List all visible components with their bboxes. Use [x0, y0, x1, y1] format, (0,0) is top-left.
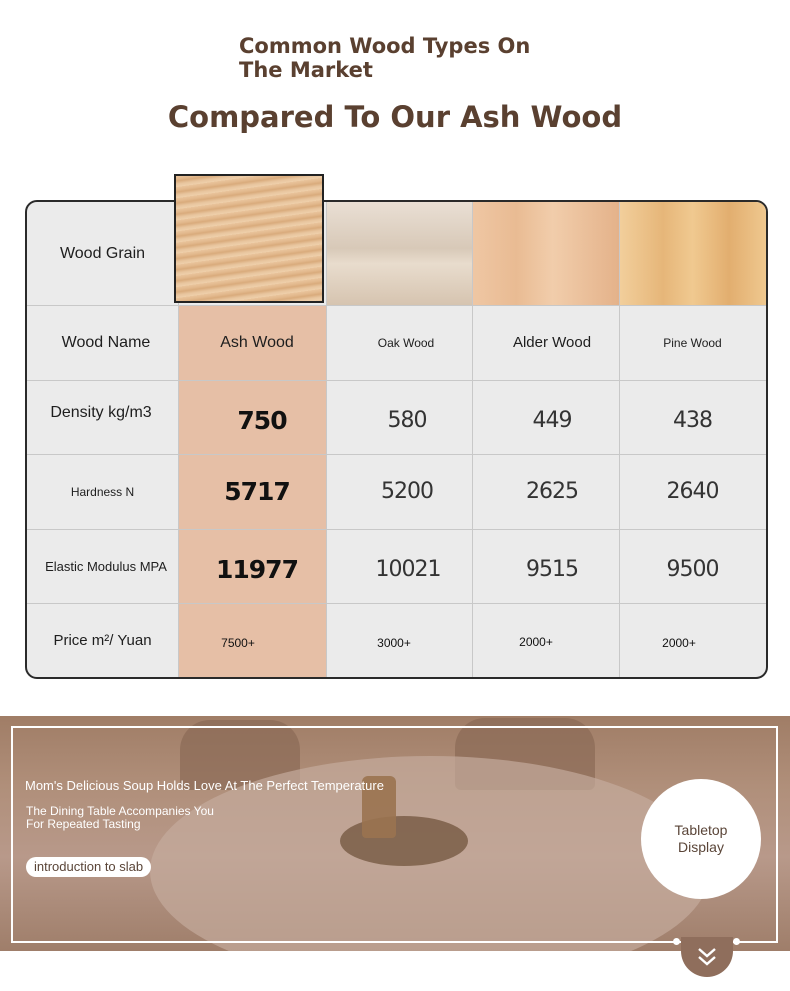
row-label-hardness: Hardness N — [70, 484, 135, 499]
carousel-dot[interactable] — [673, 938, 680, 945]
hardness-ash: 5717 — [224, 477, 290, 506]
wood-name-oak: Oak Wood — [377, 335, 435, 350]
price-alder: 2000+ — [519, 635, 553, 649]
alder-grain-image — [472, 202, 619, 305]
row-label-price: Price m²/ Yuan — [53, 631, 152, 649]
dining-banner — [0, 716, 790, 951]
banner-subline: The Dining Table Accompanies You For Repeated Tasting — [26, 804, 214, 831]
price-pine: 2000+ — [662, 636, 696, 650]
pine-grain-image — [619, 202, 766, 305]
hardness-pine: 2640 — [666, 479, 719, 504]
page-subtitle: Compared To Our Ash Wood — [167, 100, 623, 134]
tabletop-display-badge[interactable] — [641, 779, 761, 899]
row-label-wood-grain: Wood Grain — [59, 244, 146, 262]
wood-name-ash: Ash Wood — [220, 333, 294, 351]
ash-grain-image — [174, 174, 324, 303]
carousel-dot[interactable] — [733, 938, 740, 945]
scroll-down-button[interactable] — [681, 937, 733, 977]
oak-grain-image — [326, 202, 472, 305]
wood-name-pine: Pine Wood — [663, 335, 722, 350]
hardness-alder: 2625 — [526, 479, 578, 504]
elastic-modulus-pine: 9500 — [666, 556, 719, 582]
comparison-table — [25, 200, 768, 679]
elastic-modulus-alder: 9515 — [526, 556, 578, 582]
density-ash: 750 — [237, 405, 287, 435]
banner-headline: Mom's Delicious Soup Holds Love At The Perfect Temperature — [25, 778, 384, 793]
tabletop-display-label: Tabletop Display — [674, 822, 728, 855]
page-title: Common Wood Types On The Market — [239, 34, 531, 82]
density-pine: 438 — [673, 407, 712, 433]
row-label-density: Density kg/m3 — [50, 404, 152, 421]
price-ash: 7500+ — [221, 636, 255, 650]
price-oak: 3000+ — [377, 636, 411, 650]
hardness-oak: 5200 — [381, 479, 433, 504]
wood-name-alder: Alder Wood — [512, 334, 592, 351]
introduction-to-slab-button[interactable]: introduction to slab — [26, 857, 151, 877]
elastic-modulus-oak: 10021 — [375, 556, 441, 582]
density-alder: 449 — [532, 407, 572, 433]
row-label-elastic-modulus: Elastic Modulus MPA — [45, 558, 167, 574]
row-label-wood-name: Wood Name — [61, 333, 151, 351]
elastic-modulus-ash: 11977 — [216, 554, 298, 584]
density-oak: 580 — [387, 407, 427, 433]
double-chevron-down-icon — [695, 945, 719, 969]
